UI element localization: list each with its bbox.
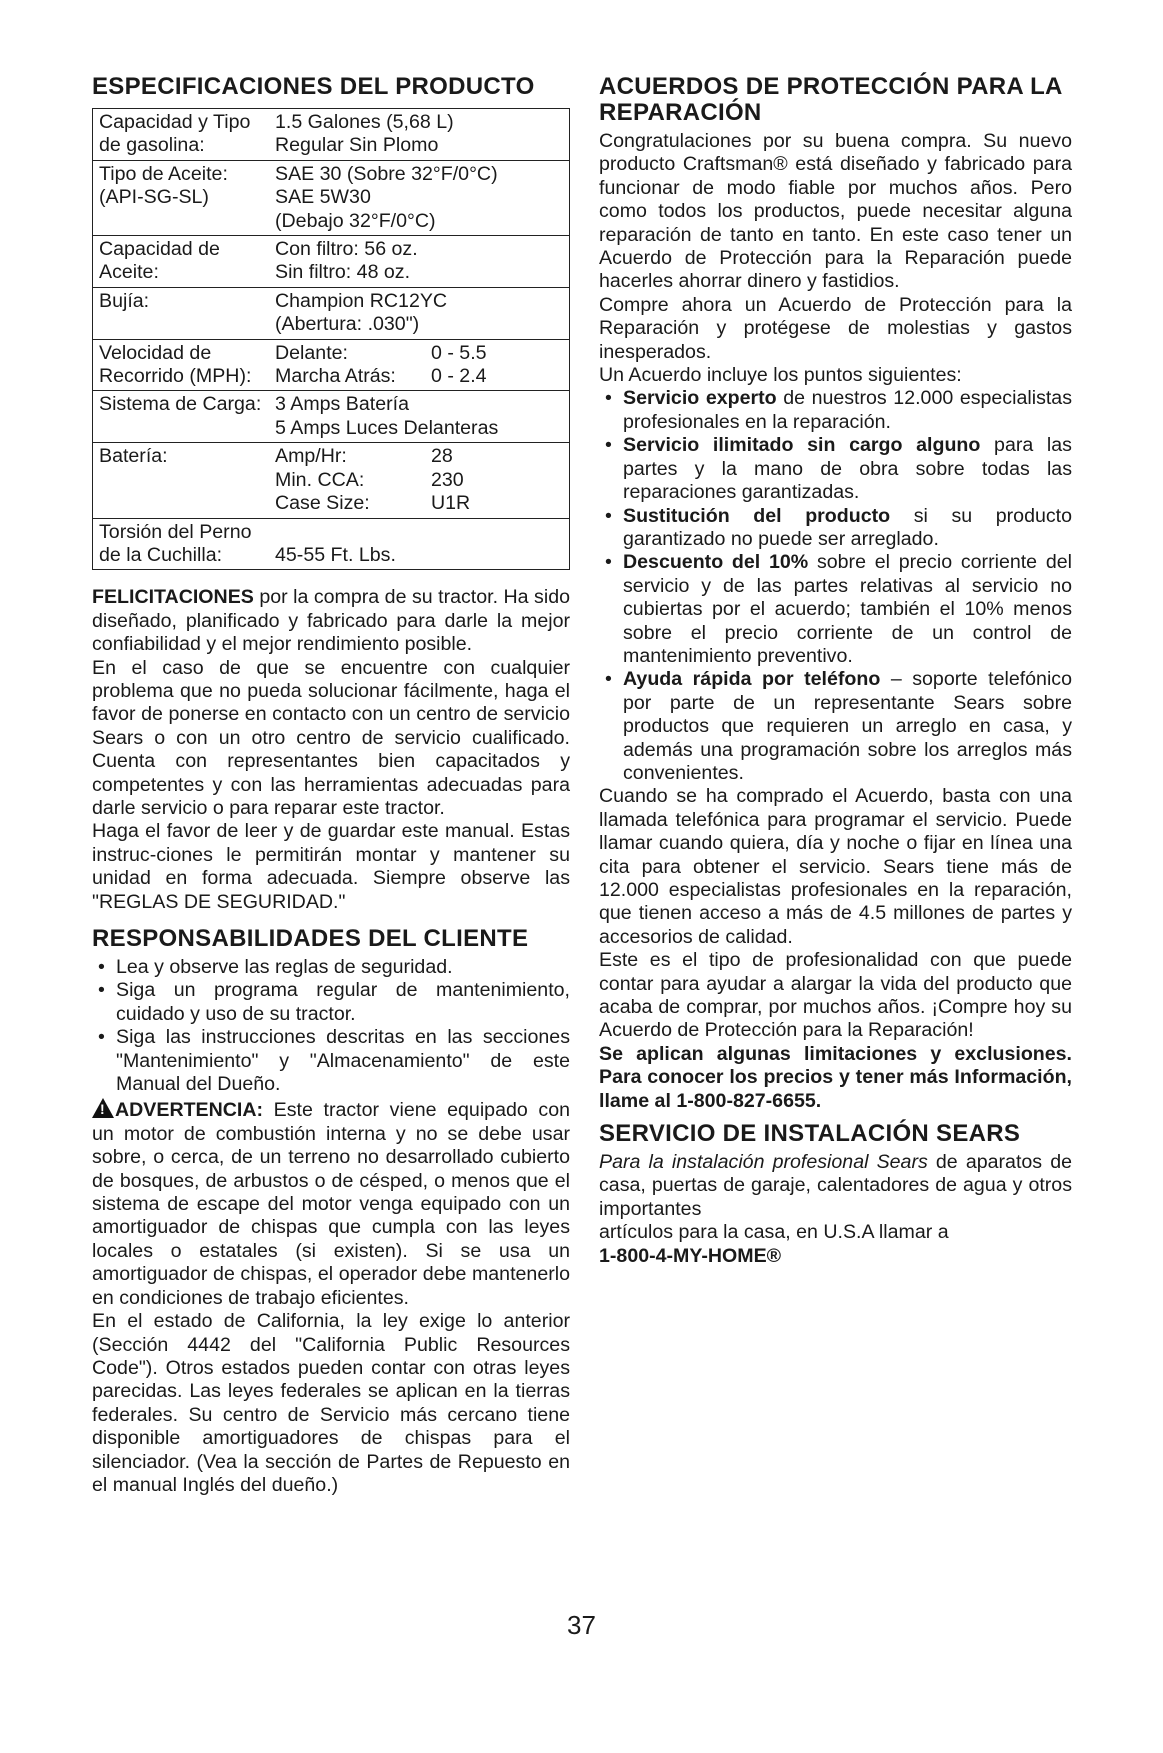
spec-cell — [93, 109, 570, 161]
spec-line — [99, 290, 563, 313]
spec-line — [99, 238, 563, 261]
spec-row — [93, 518, 570, 570]
spec-row — [93, 443, 570, 518]
spec-label: Recorrido (MPH): — [99, 365, 252, 388]
spec-label — [99, 492, 275, 515]
spec-value: Con filtro: 56 oz. — [275, 238, 418, 261]
spec-subvalue: 0 - 5.5 — [431, 341, 487, 364]
spec-value: (Abertura: .030") — [275, 313, 420, 336]
spec-label: de la Cuchilla: — [99, 543, 223, 566]
spec-line — [99, 186, 563, 209]
spec-label — [99, 210, 275, 233]
spec-label: Velocidad de — [99, 341, 212, 364]
congratulations-paragraph — [92, 586, 570, 656]
installation-title: SERVICIO DE INSTALACIÓN SEARS — [599, 1120, 1021, 1148]
spec-value: SAE 5W30 — [275, 186, 371, 209]
congratulations-lead: FELICITACIONES — [92, 586, 254, 609]
spec-cell — [93, 391, 570, 443]
right-column — [599, 74, 1072, 1268]
spec-cell — [93, 236, 570, 288]
spec-label: Tipo de Aceite: — [99, 162, 228, 185]
spec-value: 1.5 Galones (5,68 L) — [275, 111, 454, 133]
list-item — [599, 387, 1072, 434]
spec-subkey: Amp/Hr: — [275, 445, 347, 468]
spec-value — [275, 342, 563, 365]
list-item-bold: Ayuda rápida por teléfono — [623, 668, 881, 691]
list-item — [599, 551, 1072, 668]
spec-line — [99, 365, 563, 388]
spec-line — [99, 544, 563, 567]
spec-line — [99, 342, 563, 365]
spec-label: (API-SG-SL) — [99, 186, 209, 209]
spec-subkey: Min. CCA: — [275, 468, 365, 491]
manual-paragraph: Haga el favor de leer y de guardar este manual. Estas instruc-ciones le permitirán montar y mantener su unidad en forma adecuada. Siempre observe las "REGLAS DE SEGURIDAD." — [92, 820, 570, 913]
list-item — [599, 668, 1072, 785]
spec-cell — [93, 443, 570, 518]
spec-value — [275, 492, 563, 515]
spec-line — [99, 210, 563, 233]
spec-subvalue: 0 - 2.4 — [431, 365, 487, 388]
spec-line — [99, 313, 563, 336]
list-item-text: de nuestros 12.000 especialistas profesionales en la reparación. — [623, 387, 1072, 433]
spec-value: (Debajo 32°F/0°C) — [275, 209, 436, 232]
spec-line — [99, 393, 563, 416]
spec-value: Champion RC12YC — [275, 289, 448, 312]
spec-subvalue: 230 — [431, 468, 464, 491]
installation-paragraph-2: artículos para la casa, en U.S.A llamar a — [599, 1221, 949, 1244]
spec-cell — [93, 518, 570, 570]
spec-line — [99, 445, 563, 468]
spec-row — [93, 160, 570, 235]
warning-lead: ADVERTENCIA: — [115, 1099, 264, 1122]
list-item-text: para las partes y la mano de obra sobre todas las reparaciones garantizadas. — [623, 434, 1072, 504]
list-item: • Lea y observe las reglas de seguridad. — [92, 956, 570, 979]
list-item: • Siga un programa regular de mantenimiento, cuidado y uso de su tractor. — [92, 979, 570, 1026]
spec-value: 5 Amps Luces Delanteras — [275, 416, 499, 439]
list-item-bold: Descuento del 10% — [623, 551, 809, 574]
spec-value — [275, 521, 563, 544]
installation-text: de aparatos de casa, puertas de garaje, calentadores de agua y otros importantes — [599, 1151, 1073, 1220]
spec-cell — [93, 160, 570, 235]
spec-value — [275, 469, 563, 492]
protection-paragraph-2: Compre ahora un Acuerdo de Protección para la Reparación y protégese de molestias y gastos inesperados. — [599, 293, 1072, 363]
spec-value: 45-55 Ft. Lbs. — [275, 543, 396, 566]
spec-line — [99, 134, 563, 157]
list-item-bold: Servicio ilimitado sin cargo alguno — [623, 434, 981, 457]
spec-subkey: Delante: — [275, 341, 348, 364]
list-item-bold: Servicio experto — [623, 387, 777, 410]
spec-subvalue: 28 — [431, 445, 453, 468]
installation-phone: 1-800-4-MY-HOME® — [599, 1244, 782, 1267]
list-item-text: si su producto garantizado no puede ser arreglado. — [623, 504, 1072, 550]
installation-italic: Para la instalación profesional Sears — [599, 1151, 928, 1174]
list-item-text: – soporte telefónico por parte de un representante Sears sobre productos que requieren un arreglo en casa, y además una programación sobre los arreglos más convenientes. — [623, 668, 1072, 784]
protection-title: ACUERDOS DE PROTECCIÓN PARA LA REPARACIÓN — [599, 73, 1062, 126]
list-item — [599, 434, 1072, 504]
page-number: 37 — [567, 1610, 596, 1640]
spec-value: 3 Amps Batería — [275, 393, 409, 416]
spec-title: ESPECIFICACIONES DEL PRODUCTO — [92, 73, 535, 100]
protection-paragraph-4: Cuando se ha comprado el Acuerdo, basta con una llamada telefónica para programar el servicio. Puede llamar cuando quiera, día y noche o fijar en línea una cita para obtener el servicio. Sears tiene más de 12.000 especialistas profesionales en la reparación, que tienen acceso a más de 4.5 millones de partes y accesorios de calidad. — [599, 785, 1072, 948]
congratulations-text: por la compra de su tractor. Ha sido diseñado, planificado y fabricado para darle la mejor confiabilidad y el mejor rendimiento posible. — [92, 586, 570, 656]
spec-line — [99, 111, 563, 134]
spec-value — [275, 445, 563, 468]
spec-line — [99, 492, 563, 515]
spec-line — [99, 163, 563, 186]
spec-table — [92, 108, 570, 570]
spec-table-body — [93, 109, 570, 570]
list-item-bold: Sustitución del producto — [623, 504, 891, 527]
spec-label — [99, 469, 275, 492]
spec-subkey: Marcha Atrás: — [275, 365, 396, 388]
spec-label: Bujía: — [99, 289, 150, 312]
spec-subkey: Case Size: — [275, 492, 370, 515]
protection-list — [599, 387, 1072, 785]
protection-paragraph-3: Un Acuerdo incluye los puntos siguientes: — [599, 364, 962, 387]
installation-paragraph — [599, 1151, 1072, 1221]
warning-text: Este tractor viene equipado con un motor de combustión interna y no se debe usar sobre, o cerca, de un terreno no desarrollado cubierto de bosques, de arbustos o de césped, o menos que el sistema de escape del motor venga equipado con un amortiguador de chispas que cumpla con las leyes locales o estatales (si existen). Si se usa un amortiguador de chispas, el operador debe mantenerlo en condiciones de trabajo eficientes. — [92, 1099, 570, 1309]
spec-value — [275, 365, 563, 388]
spec-row — [93, 109, 570, 161]
spec-value: SAE 30 (Sobre 32°F/0°C) — [275, 162, 498, 185]
service-paragraph: En el caso de que se encuentre con cualquier problema que no pueda solucionar fácilmente, haga el favor de ponerse en contacto con un centro de servicio Sears o con un otro centro de servicio cualificado. Cuenta con representantes bien capacitados y competentes y con las herramientas adecuadas para darle servicio o para reparar este tractor. — [92, 656, 570, 819]
responsibilities-list — [92, 956, 570, 1096]
spec-label: Torsión del Perno — [99, 520, 252, 543]
warning-icon — [92, 1098, 114, 1118]
spec-cell — [93, 339, 570, 391]
spec-label: Capacidad y Tipo — [99, 111, 251, 133]
spec-line — [99, 521, 563, 544]
spec-value: Sin filtro: 48 oz. — [275, 261, 411, 284]
spec-label: Aceite: — [99, 261, 159, 284]
spec-cell — [93, 287, 570, 339]
spec-row — [93, 339, 570, 391]
spec-row — [93, 287, 570, 339]
protection-intro: Congratulaciones por su buena compra. Su nuevo producto Craftsman® está diseñado y fabricado para funcionar de modo fiable por muchos años. Pero como todos los productos, puede necesitar alguna reparación de tanto en tanto. En este caso tener un Acuerdo de Protección para la Reparación puede hacerles ahorrar dinero y fastidios. — [599, 130, 1072, 293]
spec-label: Capacidad de — [99, 238, 220, 261]
spec-row — [93, 391, 570, 443]
spec-line — [99, 261, 563, 284]
list-item: • Siga las instrucciones descritas en las secciones "Mantenimiento" y "Almacenamiento" de este Manual del Dueño. — [92, 1026, 570, 1096]
spec-line — [99, 469, 563, 492]
limitations-note: Se aplican algunas limitaciones y exclusiones. Para conocer los precios y tener más Información, llame al 1-800-827-6655. — [599, 1042, 1072, 1112]
list-item — [599, 505, 1072, 552]
left-column — [92, 74, 570, 1497]
spec-row — [93, 236, 570, 288]
spec-label — [99, 417, 275, 440]
california-paragraph: En el estado de California, la ley exige lo anterior (Sección 4442 del "California Public Resources Code"). Otros estados pueden contar con otras leyes parecidas. Las leyes federales se aplican en la tierras federales. Su centro de Servicio más cercano tiene disponible amortiguadores de chispas para el silenciador. (Vea la sección de Partes de Repuesto en el manual Inglés del dueño.) — [92, 1310, 570, 1496]
protection-paragraph-5: Este es el tipo de profesionalidad con que puede contar para ayudar a alargar la vida del producto que acaba de comprar, por muchos años. ¡Compre hoy su Acuerdo de Protección para la Reparación! — [599, 949, 1072, 1042]
list-item-text: sobre el precio corriente del servicio y de las partes relativas al servicio no cubiertas por el acuerdo; también el 10% menos sobre el precio corriente de un control de mantenimiento preventivo. — [623, 551, 1072, 667]
spec-label — [99, 313, 275, 336]
spec-label: de gasolina: — [99, 134, 205, 157]
spec-value: Regular Sin Plomo — [275, 134, 439, 157]
warning-paragraph — [92, 1098, 570, 1310]
responsibilities-title: RESPONSABILIDADES DEL CLIENTE — [92, 925, 529, 952]
spec-label: Batería: — [99, 445, 168, 468]
spec-label: Sistema de Carga: — [99, 393, 262, 416]
spec-line — [99, 417, 563, 440]
spec-subvalue: U1R — [431, 492, 471, 515]
